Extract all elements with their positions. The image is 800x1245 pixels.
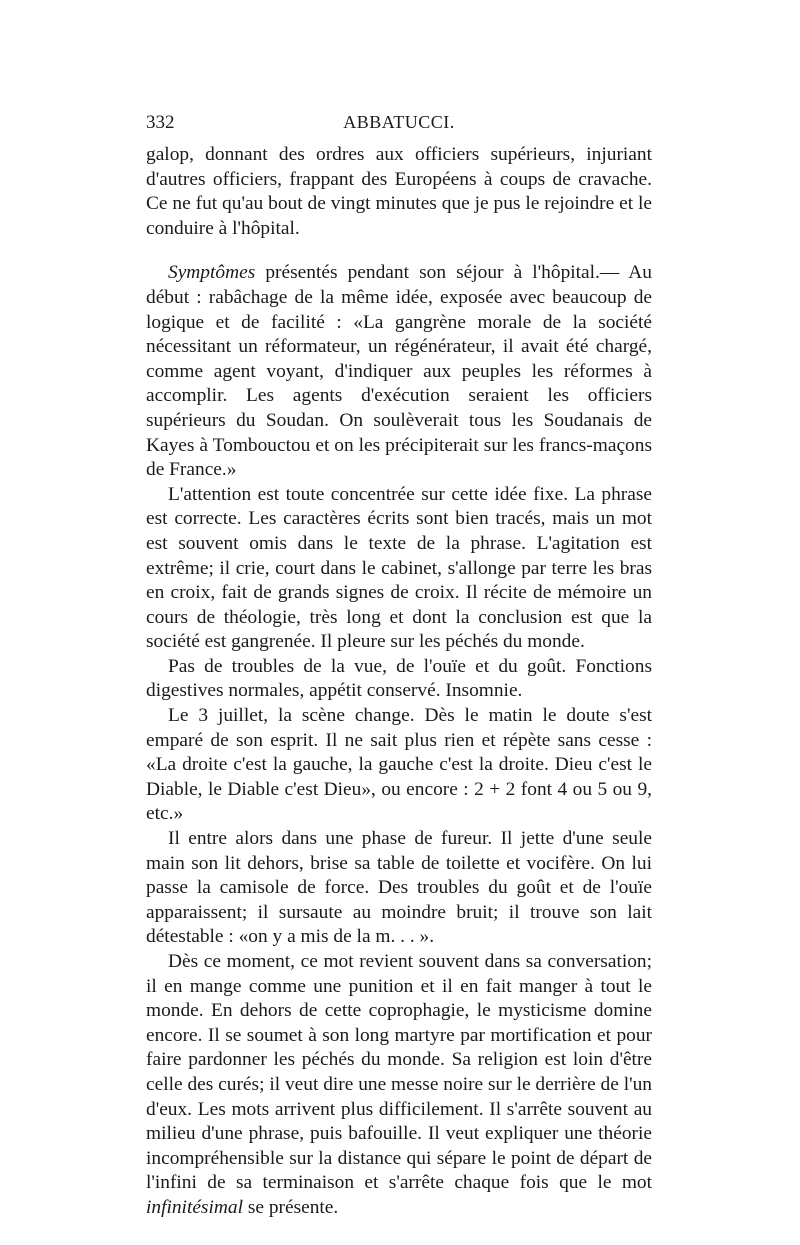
page-number: 332	[146, 112, 175, 133]
symptoms-heading: Symptômes	[168, 262, 256, 284]
symptoms-text: présentés pendant son séjour à l'hôpital.— Au début : rabâchage de la même idée, exposée avec beaucoup de logique et de facilité : «La gangrène morale de la société nécessitant un réformateur, un régénérateur, il avait été chargé, comme agent voyant, d'indiquer aux peuples les réformes à accomplir. Les agents d'exécution seraient les officiers supérieurs du Soudan. On soulèverait tous les Soudanais de Kayes à Tombouctou et on les précipiterait sur les francs-maçons de France.»	[146, 262, 652, 481]
running-head: ABBATUCCI.	[343, 112, 455, 132]
body-text	[146, 143, 652, 1221]
coprophagia-text-end: se présente.	[242, 1196, 339, 1218]
paragraph-continuation: galop, donnant des ordres aux officiers supérieurs, injuriant d'autres officiers, frappant des Européens à coups de cravache. Ce ne fut qu'au bout de vingt minutes que je pus le rejoindre et le conduire à l'hôpital.	[146, 144, 652, 239]
paragraph-symptoms	[146, 261, 652, 482]
page-header	[146, 112, 652, 142]
paragraph-attention: L'attention est toute concentrée sur cette idée fixe. La phrase est correcte. Les caractères écrits sont bien tracés, mais un mot est souvent omis dans le texte de la phrase. L'agitation est extrême; il crie, court dans le cabinet, s'allonge par terre les bras en croix, fait de grands signes de croix. Il récite de mémoire un cours de théologie, très long et dont la conclusion est que la société est gangrenée. Il pleure sur les péchés du monde.	[146, 483, 652, 653]
infinitesimal-word: infinitésimal	[146, 1196, 243, 1218]
paragraph-july: Le 3 juillet, la scène change. Dès le matin le doute s'est emparé de son esprit. Il ne sait plus rien et répète sans cesse : «La droite c'est la gauche, la gauche c'est la droite. Dieu c'est le Diable, le Diable c'est Dieu», ou encore : 2 + 2 font 4 ou 5 ou 9, etc.»	[146, 705, 652, 825]
coprophagia-text: Dès ce moment, ce mot revient souvent dans sa conversation; il en mange comme une punition et il en fait manger à tout le monde. En dehors de cette coprophagie, le mysticisme domine encore. Il se soumet à son long martyre par mortification et pour faire pardonner les péchés du monde. Sa religion est loin d'être celle des curés; il veut dire une messe noire sur le derrière de l'un d'eux. Les mots arrivent plus difficilement. Il s'arrête souvent au milieu d'une phrase, puis bafouille. Il veut expliquer une théorie incompréhensible sur la distance qui sépare le point de départ de l'infini de sa terminaison et s'arrête chaque fois que le mot	[146, 951, 652, 1194]
paragraph-fury: Il entre alors dans une phase de fureur. Il jette d'une seule main son lit dehors, brise sa table de toilette et vocifère. On lui passe la camisole de force. Des troubles du goût et de l'ouïe apparaissent; il sursaute au moindre bruit; il trouve son lait détestable : «on y a mis de la m. . . ».	[146, 828, 652, 948]
paragraph-coprophagia	[146, 950, 652, 1221]
paragraph-senses: Pas de troubles de la vue, de l'ouïe et du goût. Fonctions digestives normales, appétit conservé. Insomnie.	[146, 655, 652, 702]
